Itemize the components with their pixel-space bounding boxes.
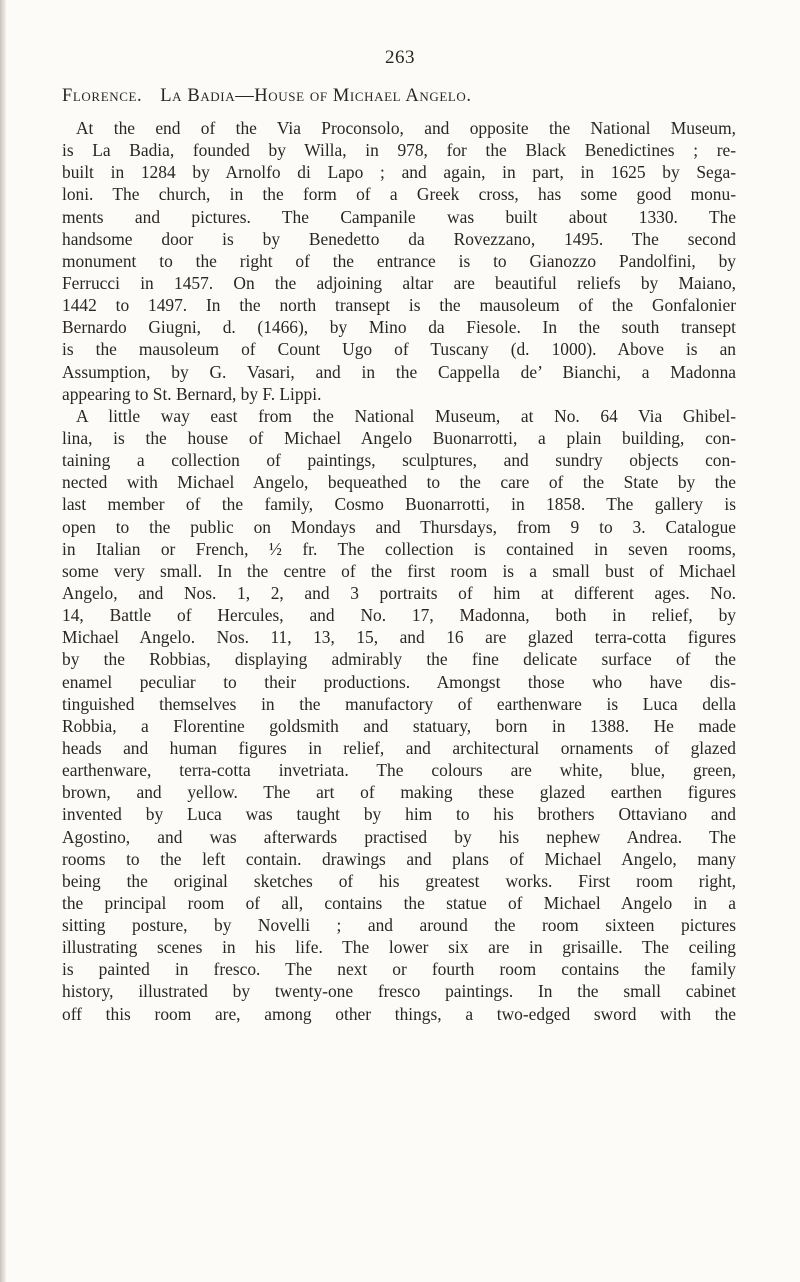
text-line: last member of the family, Cosmo Buonarrotti, in 1858. The gallery is	[62, 494, 736, 515]
text-line: by the Robbias, displaying admirably the fine delicate surface of the	[62, 649, 736, 670]
text-line: is La Badia, founded by Willa, in 978, for the Black Benedictines ; re-	[62, 140, 736, 161]
text-line: brown, and yellow. The art of making these glazed earthen figures	[62, 782, 736, 803]
text-line: Angelo, and Nos. 1, 2, and 3 portraits of him at different ages. No.	[62, 582, 736, 603]
text-line: Bernardo Giugni, d. (1466), by Mino da Fiesole. In the south transept	[62, 317, 736, 338]
text-line: history, illustrated by twenty-one fresco paintings. In the small cabinet	[62, 981, 736, 1002]
header-place: Florence.	[62, 86, 143, 106]
text-line: off this room are, among other things, a two-edged sword with the	[62, 1003, 736, 1024]
text-line: appearing to St. Bernard, by F. Lippi.	[62, 383, 322, 404]
text-line: sitting posture, by Novelli ; and around the room sixteen pictures	[62, 915, 736, 936]
text-line: A little way east from the National Museum, at No. 64 Via Ghibel-	[76, 405, 736, 426]
text-line: Michael Angelo. Nos. 11, 13, 15, and 16 are glazed terra-cotta figures	[62, 627, 736, 648]
text-line: Robbia, a Florentine goldsmith and statuary, born in 1388. He made	[62, 715, 736, 736]
text-line: illustrating scenes in his life. The lower six are in grisaille. The ceiling	[62, 937, 736, 958]
text-line: open to the public on Mondays and Thursdays, from 9 to 3. Catalogue	[62, 516, 736, 537]
text-line: heads and human figures in relief, and architectural ornaments of glazed	[62, 737, 736, 758]
text-line: At the end of the Via Proconsolo, and opposite the National Museum,	[76, 118, 736, 138]
text-line: taining a collection of paintings, sculptures, and sundry objects con-	[62, 450, 736, 471]
text-line: handsome door is by Benedetto da Rovezzano, 1495. The second	[62, 228, 736, 249]
text-line: Agostino, and was afterwards practised by his nephew Andrea. The	[62, 826, 736, 847]
text-line: is the mausoleum of Count Ugo of Tuscany (d. 1000). Above is an	[62, 339, 736, 360]
text-line: in Italian or French, ½ fr. The collection is contained in seven rooms,	[62, 538, 736, 559]
text-line: built in 1284 by Arnolfo di Lapo ; and again, in part, in 1625 by Sega-	[62, 162, 736, 183]
text-line: being the original sketches of his greatest works. First room right,	[62, 870, 736, 891]
text-line: enamel peculiar to their productions. Amongst those who have dis-	[62, 671, 736, 692]
text-line: Assumption, by G. Vasari, and in the Cappella de’ Bianchi, a Madonna	[62, 361, 736, 382]
header-title: La Badia—House of Michael Angelo.	[160, 86, 472, 106]
page-gutter-shadow	[0, 0, 6, 1282]
running-header	[62, 86, 472, 107]
text-line: earthenware, terra-cotta invetriata. The colours are white, blue, green,	[62, 760, 736, 781]
text-line: loni. The church, in the form of a Greek cross, has some good monu-	[62, 184, 736, 205]
text-line: the principal room of all, contains the statue of Michael Angelo in a	[62, 892, 736, 913]
text-line: ments and pictures. The Campanile was built about 1330. The	[62, 206, 736, 227]
text-line: 1442 to 1497. In the north transept is the mausoleum of the Gonfalonier	[62, 295, 736, 316]
page-number: 263	[385, 47, 415, 68]
text-line: lina, is the house of Michael Angelo Buonarrotti, a plain building, con-	[62, 427, 736, 448]
text-line: Ferrucci in 1457. On the adjoining altar are beautiful reliefs by Maiano,	[62, 272, 736, 293]
text-line: rooms to the left contain. drawings and plans of Michael Angelo, many	[62, 848, 736, 869]
text-line: 14, Battle of Hercules, and No. 17, Madonna, both in relief, by	[62, 605, 736, 626]
body-text	[62, 117, 736, 1025]
text-line: invented by Luca was taught by him to his brothers Ottaviano and	[62, 804, 736, 825]
text-line: is painted in fresco. The next or fourth room contains the family	[62, 959, 736, 980]
text-line: some very small. In the centre of the first room is a small bust of Michael	[62, 560, 736, 581]
text-line: tinguished themselves in the manufactory of earthenware is Luca della	[62, 693, 736, 714]
text-line: nected with Michael Angelo, bequeathed to the care of the State by the	[62, 472, 736, 493]
text-line: monument to the right of the entrance is to Gianozzo Pandolfini, by	[62, 250, 736, 271]
